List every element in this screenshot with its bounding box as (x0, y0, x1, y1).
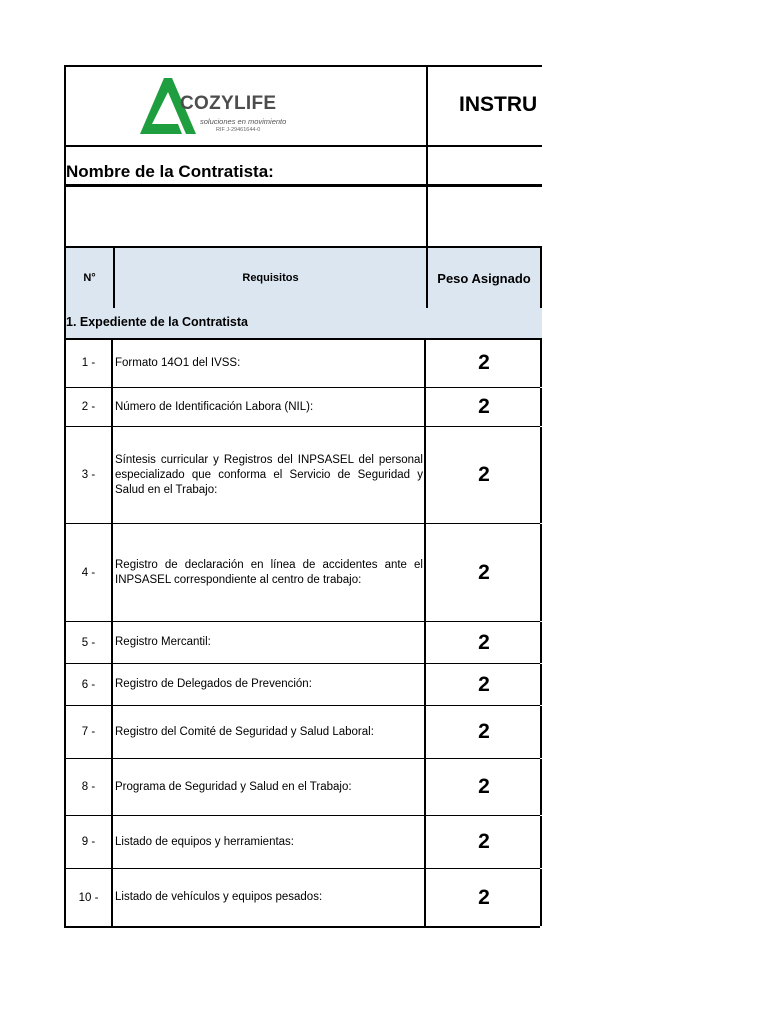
row-requirement: Número de Identificación Labora (NIL): (115, 388, 426, 426)
row-number: 8 - (66, 759, 113, 815)
row-requirement: Formato 14O1 del IVSS: (115, 339, 426, 387)
contractor-name-label: Nombre de la Contratista: (66, 162, 274, 181)
table-row (64, 622, 540, 664)
row-weight: 2 (428, 706, 542, 758)
table-row (64, 869, 540, 928)
row-weight: 2 (428, 869, 542, 926)
header-block (64, 65, 542, 249)
row-requirement: Listado de equipos y herramientas: (115, 816, 426, 868)
row-requirement: Programa de Seguridad y Salud en el Trabajo: (115, 759, 426, 815)
header-divider (66, 184, 542, 187)
logo-tagline: soluciones en movimiento (200, 117, 287, 126)
row-weight: 2 (428, 524, 542, 621)
company-logo (136, 73, 296, 139)
row-weight: 2 (428, 664, 542, 705)
row-weight: 2 (428, 427, 542, 523)
row-number: 10 - (66, 869, 113, 926)
column-header-requirements: Requisitos (115, 248, 428, 308)
table-row (64, 816, 540, 869)
row-weight: 2 (428, 339, 542, 387)
row-number: 9 - (66, 816, 113, 868)
row-requirement: Registro de declaración en línea de accidentes ante el INPSASEL correspondiente al centro de trabajo: (115, 524, 426, 621)
row-requirement: Listado de vehículos y equipos pesados: (115, 869, 426, 926)
row-requirement: Registro de Delegados de Prevención: (115, 664, 426, 705)
header-divider (66, 145, 542, 147)
document-title: INSTRU (459, 93, 538, 116)
table-row (64, 759, 540, 816)
row-number: 1 - (66, 339, 113, 387)
section-title: 1. Expediente de la Contratista (66, 315, 248, 329)
column-header-number: N° (66, 248, 115, 308)
row-weight: 2 (428, 759, 542, 815)
row-requirement: Síntesis curricular y Registros del INPSASEL del personal especializado que conforma el Servicio de Seguridad y Salud en el Trabajo: (115, 427, 426, 523)
row-number: 7 - (66, 706, 113, 758)
row-requirement: Registro del Comité de Seguridad y Salud Laboral: (115, 706, 426, 758)
table-row (64, 706, 540, 759)
row-number: 2 - (66, 388, 113, 426)
row-number: 3 - (66, 427, 113, 523)
row-requirement: Registro Mercantil: (115, 622, 426, 663)
column-header-weight: Peso Asignado (428, 248, 542, 308)
header-divider (426, 67, 428, 249)
row-weight: 2 (428, 816, 542, 868)
table-header-row (64, 246, 542, 310)
table-row (64, 427, 540, 524)
logo-brand: COZYLIFE (180, 93, 277, 114)
row-number: 5 - (66, 622, 113, 663)
row-weight: 2 (428, 388, 542, 426)
table-row (64, 339, 540, 388)
row-weight: 2 (428, 622, 542, 663)
table-row (64, 388, 540, 427)
row-number: 4 - (66, 524, 113, 621)
logo-rif: RIF J-29461644-0 (216, 127, 261, 133)
section-heading (64, 308, 542, 340)
row-number: 6 - (66, 664, 113, 705)
table-row (64, 524, 540, 622)
table-row (64, 664, 540, 706)
